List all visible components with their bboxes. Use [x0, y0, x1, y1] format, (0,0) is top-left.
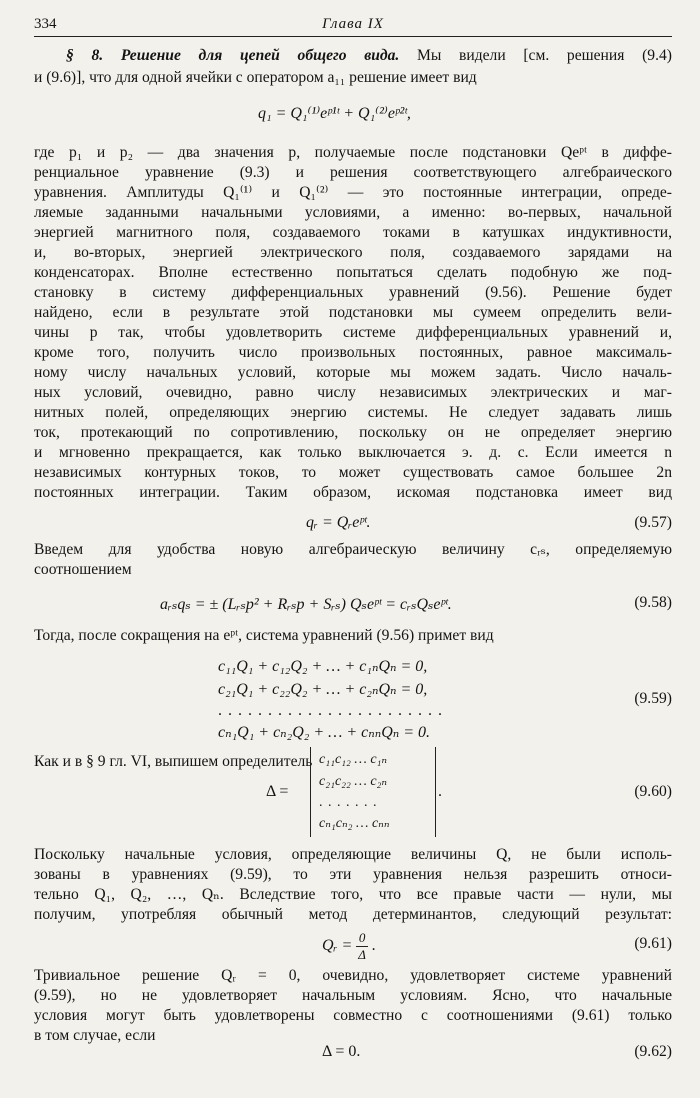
equation-lhs: Qᵣ =: [322, 937, 353, 955]
equation-9-59-dots: . . . . . . . . . . . . . . . . . . . . . . .: [218, 702, 443, 719]
equation-9-59-row: c₁₁Q₁ + c₁₂Q₂ + … + c₁ₙQₙ = 0,: [218, 658, 428, 675]
section-heading: § 8. Решение для цепей общего вида.: [66, 47, 400, 64]
paragraph-line: (9.59), но не удовлетворяет начальным условиям. Ясно, что начальные: [34, 987, 672, 1004]
paragraph-line: кроме того, получить число произвольных постоянных, равное максималь-: [34, 344, 672, 361]
paragraph-line: условия могут быть удовлетворены совместно с соотношениями (9.61) только: [34, 1007, 672, 1024]
equation-9-59-row: c₂₁Q₁ + c₂₂Q₂ + … + c₂ₙQₙ = 0,: [218, 681, 428, 698]
paragraph-line: [34, 46, 672, 66]
equation-q1: q₁ = Q₁⁽¹⁾eᵖ¹ᵗ + Q₁⁽²⁾eᵖ²ᵗ,: [258, 105, 411, 122]
determinant-row: cₙ₁cₙ₂ … cₙₙ: [319, 816, 390, 831]
paragraph-line: зованы в уравнениях (9.59), то эти уравнения нельзя разрешить относи-: [34, 866, 672, 883]
fraction-denominator: Δ: [358, 947, 366, 962]
paragraph-line: конденсаторах. Вполне естественно попытаться сделать подобную же под-: [34, 264, 672, 281]
paragraph-line: Как и в § 9 гл. VI, выпишем определитель: [34, 753, 313, 770]
paragraph-line: соотношением: [34, 561, 132, 578]
paragraph-line: Тогда, после сокращения на eᵖᵗ, система уравнений (9.56) примет вид: [34, 627, 494, 644]
paragraph-line: и (9.6)], что для одной ячейки с оператором a₁₁ решение имеет вид: [34, 69, 477, 86]
paragraph-line: ному числу начальных условий, которые мы можем задать. Число началь-: [34, 364, 672, 381]
paragraph-line: ных условий, очевидно, равно числу независимых электрических и маг-: [34, 384, 672, 401]
equation-9-59-row: cₙ₁Q₁ + cₙ₂Q₂ + … + cₙₙQₙ = 0.: [218, 724, 431, 741]
determinant-lhs: Δ =: [266, 783, 289, 800]
equation-tail: .: [371, 937, 376, 955]
determinant-row: c₁₁c₁₂ … c₁ₙ: [319, 752, 388, 767]
determinant-tail: .: [438, 783, 442, 800]
paragraph-line: становку в систему дифференциальных уравнений (9.56). Решение будет: [34, 284, 672, 301]
paragraph-text: Мы видели [см. решения (9.4): [416, 47, 672, 64]
determinant-matrix: [310, 747, 436, 837]
paragraph-line: Введем для удобства новую алгебраическую величину cᵣₛ, определяемую: [34, 541, 672, 558]
equation-9-62: Δ = 0.: [322, 1043, 361, 1060]
equation-number: (9.59): [634, 690, 672, 707]
fraction-numerator: 0: [356, 930, 368, 947]
paragraph-line: тельно Q₁, Q₂, …, Qₙ. Вследствие того, что все правые части — нули, мы: [34, 886, 672, 903]
equation-number: (9.60): [634, 783, 672, 800]
paragraph-line: нитных полей, определяющих энергию системы. Не следует задавать лишь: [34, 404, 672, 421]
equation-number: (9.61): [634, 935, 672, 952]
paragraph-line: в том случае, если: [34, 1027, 156, 1044]
determinant-row: . . . . . . .: [319, 795, 378, 810]
paragraph-line: ренциальное уравнение (9.3) и решения соответствующего алгебраического: [34, 164, 672, 181]
paragraph-line: где p₁ и p₂ — два значения p, получаемые после подстановки Qeᵖᵗ в диффе-: [34, 144, 672, 161]
fraction: [356, 930, 368, 963]
determinant-row: c₂₁c₂₂ … c₂ₙ: [319, 774, 388, 789]
paragraph-line: уравнения. Амплитуды Q₁⁽¹⁾ и Q₁⁽²⁾ — это постоянные интеграции, опреде-: [34, 184, 672, 201]
equation-9-57: qᵣ = Qᵣeᵖᵗ.: [306, 514, 371, 531]
paragraph-line: и мгновенно прекращается, как только выключается э. д. с. Если имеется n: [34, 444, 672, 461]
paragraph-line: Тривиальное решение Qᵣ = 0, очевидно, удовлетворяет системе уравнений: [34, 967, 672, 984]
paragraph-line: ляемые заданными начальными условиями, а именно: во-первых, начальной: [34, 204, 672, 221]
chapter-title: Глава IX: [322, 16, 384, 32]
paragraph-line: чины p так, чтобы удовлетворить системе дифференциальных уравнений и,: [34, 324, 672, 341]
page-number: 334: [34, 16, 57, 32]
paragraph-line: получим, употребляя обычный метод детерминантов, следующий результат:: [34, 906, 672, 923]
equation-number: (9.57): [634, 514, 672, 531]
equation-number: (9.58): [634, 594, 672, 611]
equation-9-58: aᵣₛqₛ = ± (Lᵣₛp² + Rᵣₛp + Sᵣₛ) Qₛeᵖᵗ = cᵣₛQₛeᵖᵗ.: [160, 596, 452, 613]
paragraph-line: ток, протекающий по сопротивлению, поскольку он не определяет энергию: [34, 424, 672, 441]
paragraph-line: независимых контурных токов, то может существовать самое большее 2n: [34, 464, 672, 481]
equation-number: (9.62): [634, 1043, 672, 1060]
paragraph-line: найдено, если в результате этой подстановки мы сумеем определить вели-: [34, 304, 672, 321]
paragraph-line: постоянных интеграции. Таким образом, искомая подстановка имеет вид: [34, 484, 672, 501]
equation-9-61: [322, 930, 376, 963]
page-header: [34, 16, 672, 37]
paragraph-line: и, во-вторых, энергией электрического поля, создаваемого зарядами на: [34, 244, 672, 261]
paragraph-line: энергией магнитного поля, создаваемого токами в катушках индуктивности,: [34, 224, 672, 241]
paragraph-line: Поскольку начальные условия, определяющие величины Q, не были исполь-: [34, 846, 672, 863]
